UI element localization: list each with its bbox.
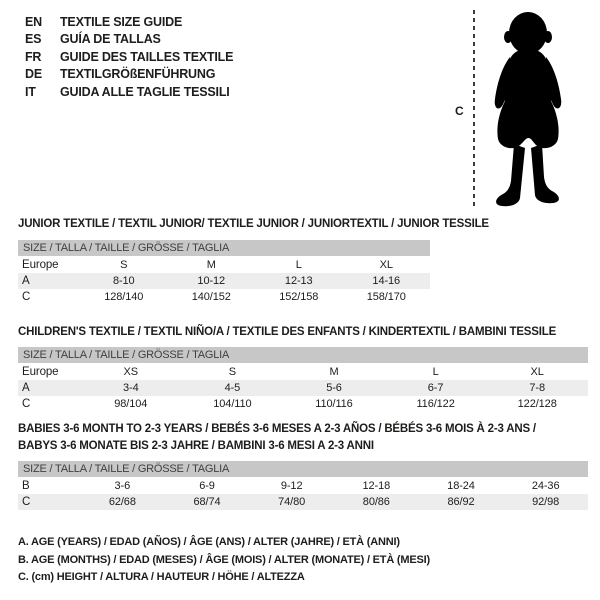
language-list (25, 13, 233, 101)
language-label: TEXTILE SIZE GUIDE (60, 14, 183, 29)
table-cell: M (329, 366, 339, 378)
table-cell: 98/104 (114, 398, 148, 410)
table-row-c (18, 396, 588, 412)
language-row (25, 48, 233, 66)
language-code: ES (25, 32, 42, 47)
language-label: GUIDA ALLE TAGLIE TESSILI (60, 84, 230, 99)
language-label: TEXTILGRÖßENFÜHRUNG (60, 67, 216, 82)
table-cell: S (120, 259, 128, 271)
children-section-heading: CHILDREN'S TEXTILE / TEXTIL NIÑO/A / TEXTILE DES ENFANTS / KINDERTEXTIL / BAMBINI TESSILE (18, 326, 557, 338)
table-cell: 18-24 (447, 480, 475, 492)
table-cell: 68/74 (193, 496, 221, 508)
table-row-c (18, 494, 588, 510)
language-label: GUÍA DE TALLAS (60, 32, 161, 47)
language-row (25, 31, 233, 49)
babies-heading-line-1: BABIES 3-6 MONTH TO 2-3 YEARS / BEBÉS 3-6 MESES A 2-3 AÑOS / BÉBÉS 3-6 MOIS À 2-3 ANS / (18, 423, 536, 435)
table-cell: 158/170 (366, 291, 406, 303)
height-measure-label: C (455, 104, 464, 118)
footnotes (18, 534, 430, 587)
table-cell: 80/86 (362, 496, 390, 508)
footnote-line: A. AGE (YEARS) / EDAD (AÑOS) / ÂGE (ANS) / ALTER (JAHRE) / ETÀ (ANNI) (18, 536, 400, 548)
row-label: C (22, 398, 31, 410)
table-cell: L (432, 366, 439, 378)
height-dashed-line (473, 10, 475, 208)
table-cell: 24-36 (531, 480, 560, 492)
table-cell: 4-5 (224, 382, 241, 394)
table-cell: 14-16 (372, 275, 401, 287)
babies-size-table (18, 461, 588, 510)
table-cell: 92/98 (532, 496, 560, 508)
table-row-a (18, 380, 588, 396)
footnote-line: C. (cm) HEIGHT / ALTURA / HAUTEUR / HÖHE / ALTEZZA (18, 571, 305, 583)
table-cell: XL (379, 259, 393, 271)
table-cell: 6-7 (427, 382, 444, 394)
footnote-line: B. AGE (MONTHS) / EDAD (MESES) / ÂGE (MOIS) / ALTER (MONATE) / ETÀ (MESI) (18, 553, 430, 566)
table-cell: 3-6 (114, 480, 131, 492)
table-cell: 140/152 (191, 291, 231, 303)
babies-heading-line-2: BABYS 3-6 MONATE BIS 2-3 JAHRE / BAMBINI 3-6 MESI A 2-3 ANNI (18, 439, 374, 452)
size-header-bar: SIZE / TALLA / TAILLE / GRÖSSE / TAGLIA (18, 461, 588, 477)
table-cell: 12-18 (362, 480, 391, 492)
language-label: GUIDE DES TAILLES TEXTILE (60, 49, 234, 64)
language-code: IT (25, 84, 36, 99)
babies-section-heading (18, 421, 536, 454)
language-row (25, 66, 233, 84)
table-cell: 104/110 (213, 398, 252, 410)
row-label: C (22, 291, 31, 303)
table-cell: 62/68 (108, 496, 136, 508)
table-cell: 12-13 (284, 275, 313, 287)
table-cell: 74/80 (278, 496, 306, 508)
row-label: A (22, 382, 30, 394)
table-cell: 3-4 (122, 382, 139, 394)
size-header-bar: SIZE / TALLA / TAILLE / GRÖSSE / TAGLIA (18, 347, 588, 363)
table-cell: XS (123, 366, 139, 378)
table-cell: 152/158 (279, 291, 319, 303)
table-cell: M (206, 259, 216, 271)
table-cell: 128/140 (104, 291, 144, 303)
table-row-europe (18, 364, 588, 380)
table-cell: 7-8 (529, 382, 545, 394)
language-code: DE (25, 67, 42, 82)
table-cell: 122/128 (517, 398, 557, 410)
baby-silhouette-icon (483, 9, 576, 209)
language-code: FR (25, 49, 42, 64)
table-cell: 10-12 (197, 275, 226, 287)
row-label: C (22, 496, 31, 508)
table-cell: 86/92 (447, 496, 475, 508)
table-cell: L (295, 259, 302, 271)
table-row-a (18, 273, 430, 289)
table-row-c (18, 289, 430, 305)
junior-section-heading: JUNIOR TEXTILE / TEXTIL JUNIOR/ TEXTILE JUNIOR / JUNIORTEXTIL / JUNIOR TESSILE (18, 218, 489, 230)
row-label: A (22, 275, 30, 287)
table-cell: S (228, 366, 237, 378)
table-cell: 9-12 (280, 480, 303, 492)
children-size-table (18, 347, 588, 412)
table-cell: XL (530, 366, 544, 378)
table-row-b (18, 478, 588, 494)
table-cell: 6-9 (199, 480, 215, 492)
row-label: B (22, 480, 30, 492)
language-code: EN (25, 14, 42, 29)
row-label: Europe (22, 259, 59, 271)
table-cell: 110/116 (315, 398, 353, 410)
table-cell: 8-10 (112, 275, 135, 287)
row-label: Europe (22, 366, 59, 378)
table-cell: 116/122 (416, 398, 455, 410)
language-row (25, 13, 233, 31)
table-row-europe (18, 257, 430, 273)
table-cell: 5-6 (326, 382, 342, 394)
junior-size-table (18, 240, 430, 305)
language-row (25, 83, 233, 101)
size-header-bar: SIZE / TALLA / TAILLE / GRÖSSE / TAGLIA (18, 240, 430, 256)
